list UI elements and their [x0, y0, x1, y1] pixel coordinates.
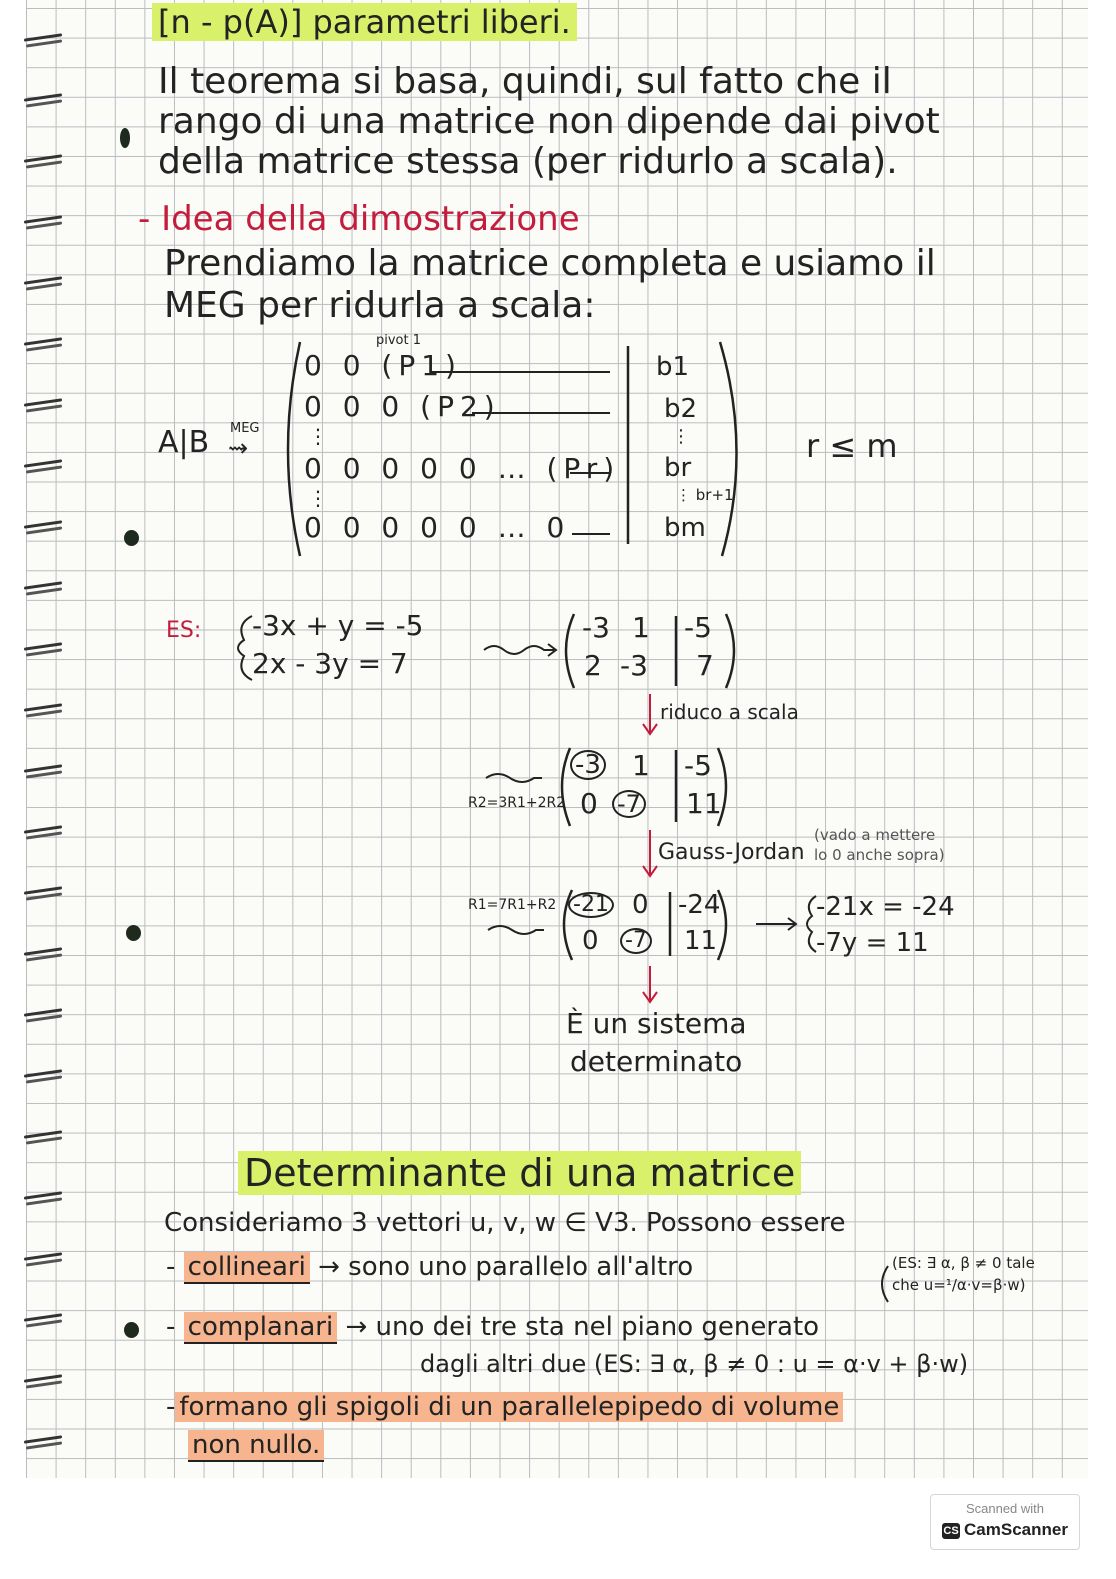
m3-r1-c2: 0 — [632, 890, 649, 920]
conclusion-line-1: È un sistema — [566, 1007, 747, 1040]
theorem-line-1: Il teorema si basa, quindi, sul fatto che il — [158, 61, 892, 102]
result-line-1: -21x = -24 — [816, 892, 955, 922]
rank-condition: r ≤ m — [806, 427, 898, 465]
m1-r1-c1: -3 — [582, 611, 610, 644]
step2-note-line-2: lo 0 anche sopra) — [814, 846, 945, 864]
matrix2-left-bracket — [562, 748, 570, 826]
matrix-lhs-label: A|B — [158, 425, 210, 460]
case-volume-line-2 — [188, 1432, 324, 1458]
case-collineari: - collineari → sono uno parallelo all'altro — [166, 1252, 694, 1282]
m3-pivot-2: -7 — [620, 928, 652, 954]
watermark-brand: CamScanner — [964, 1520, 1068, 1539]
squiggle-arrow-3 — [488, 926, 544, 934]
m1-r2-c1: 2 — [584, 649, 602, 682]
m2-r2-c3: 11 — [686, 787, 722, 820]
m3-r2-c3: 11 — [684, 926, 718, 956]
proof-idea-heading: - Idea della dimostrazione — [138, 199, 580, 239]
collineari-note-line-2: che u=¹/α·v=β·w) — [892, 1276, 1026, 1294]
meg-arrow-icon: ⇝ — [228, 434, 249, 462]
meg-arrow-label: MEG — [230, 421, 260, 436]
case-complanari-line-2: dagli altri due (ES: ∃ α, β ≠ 0 : u = α·v + β·w) — [420, 1350, 969, 1378]
case-complanari-text: → uno dei tre sta nel piano generato — [345, 1312, 820, 1342]
matrix-right-bracket — [720, 342, 737, 556]
rhs-dots: ⋮ — [672, 426, 690, 447]
m2-r2-c2 — [612, 790, 646, 818]
m3-r1-c1 — [568, 892, 614, 918]
case-volume-text2: non nullo. — [188, 1430, 324, 1462]
matrix-row-5: ⋮ — [308, 486, 328, 510]
m1-r2-c3: 7 — [696, 649, 714, 682]
matrix-row-4: 0 0 0 0 0 … (Pr) — [304, 452, 621, 485]
section-intro: Consideriamo 3 vettori u, v, w ∈ V3. Possono essere — [164, 1208, 846, 1238]
matrix-row-3: ⋮ — [308, 424, 328, 448]
case-volume: - formano gli spigoli di un parallelepipedo di volume — [166, 1394, 843, 1420]
m2-r1-c3: -5 — [684, 749, 712, 782]
example-system-line-2: 2x - 3y = 7 — [252, 647, 408, 680]
watermark-line-1: Scanned with — [965, 1501, 1045, 1516]
rhs-br: br — [664, 453, 692, 483]
row-op-1: R2=3R1+2R2 — [468, 795, 566, 811]
example-system-line-1: -3x + y = -5 — [252, 609, 424, 642]
conclusion-line-2: determinato — [570, 1045, 743, 1078]
rhs-br1: ⋮ br+1 — [676, 486, 734, 504]
theorem-line-3: della matrice stessa (per ridurlo a scala). — [158, 141, 898, 182]
case-volume-term: formano gli spigoli di un parallelepipedo di volume — [175, 1392, 843, 1422]
m3-r2-c2 — [620, 928, 652, 954]
case-collineari-text: → sono uno parallelo all'altro — [318, 1252, 694, 1282]
section-title — [238, 1151, 801, 1195]
m2-r1-c1 — [570, 750, 606, 780]
m3-pivot-1: -21 — [568, 892, 614, 918]
case-complanari-term: complanari — [184, 1312, 338, 1344]
m2-r2-c1: 0 — [580, 787, 598, 820]
proof-text-line-1: Prendiamo la matrice completa e usiamo il — [164, 243, 936, 284]
pivot-note: pivot 1 — [376, 333, 422, 348]
squiggle-arrow — [484, 646, 554, 654]
matrix-left-bracket — [288, 342, 300, 556]
m3-r1-c3: -24 — [678, 890, 721, 920]
result-line-2: -7y = 11 — [816, 928, 929, 958]
rhs-b2: b2 — [664, 394, 698, 424]
squiggle-arrow-2 — [486, 774, 542, 782]
note-paren — [882, 1266, 888, 1302]
matrix-row-2: 0 0 0 (P2) — [304, 390, 501, 423]
rhs-b1: b1 — [656, 352, 690, 382]
section-title-text: Determinante di una matrice — [238, 1151, 801, 1195]
watermark-line-2 — [931, 1520, 1079, 1540]
step1-label: riduco a scala — [660, 700, 799, 724]
row-op-2: R1=7R1+R2 — [468, 897, 557, 913]
step2-note-line-1: (vado a mettere — [814, 826, 936, 844]
top-line-text: [n - p(A)] parametri liberi. — [152, 3, 577, 41]
result-brace — [807, 896, 816, 952]
m3-r2-c1: 0 — [582, 926, 599, 956]
result-arrow — [756, 918, 796, 930]
m2-r1-c2: 1 — [632, 749, 650, 782]
m1-r1-c2: 1 — [632, 611, 650, 644]
m2-pivot-1: -3 — [570, 750, 606, 780]
step2-label: Gauss-Jordan — [658, 840, 805, 865]
collineari-note-line-1: (ES: ∃ α, β ≠ 0 tale — [892, 1254, 1035, 1272]
matrix1-left-bracket — [566, 614, 574, 688]
camscanner-watermark — [930, 1494, 1080, 1550]
matrix1-right-bracket — [726, 614, 734, 688]
matrix-row-6: 0 0 0 0 0 … 0 — [304, 511, 571, 544]
m1-r1-c3: -5 — [684, 611, 712, 644]
camscanner-logo-icon: CS — [943, 1524, 959, 1537]
rhs-bm: bm — [664, 513, 706, 543]
proof-text-line-2: MEG per ridurla a scala: — [164, 285, 596, 326]
m1-r2-c2: -3 — [620, 649, 648, 682]
case-collineari-term: collineari — [184, 1252, 310, 1284]
case-complanari: - complanari → uno dei tre sta nel piano generato — [166, 1312, 820, 1342]
matrix-row-1: 0 0 (P1) — [304, 349, 462, 382]
m2-pivot-2: -7 — [612, 790, 646, 818]
theorem-line-2: rango di una matrice non dipende dai pivot — [158, 101, 940, 142]
system-brace — [238, 616, 252, 680]
example-label: ES: — [166, 618, 202, 643]
